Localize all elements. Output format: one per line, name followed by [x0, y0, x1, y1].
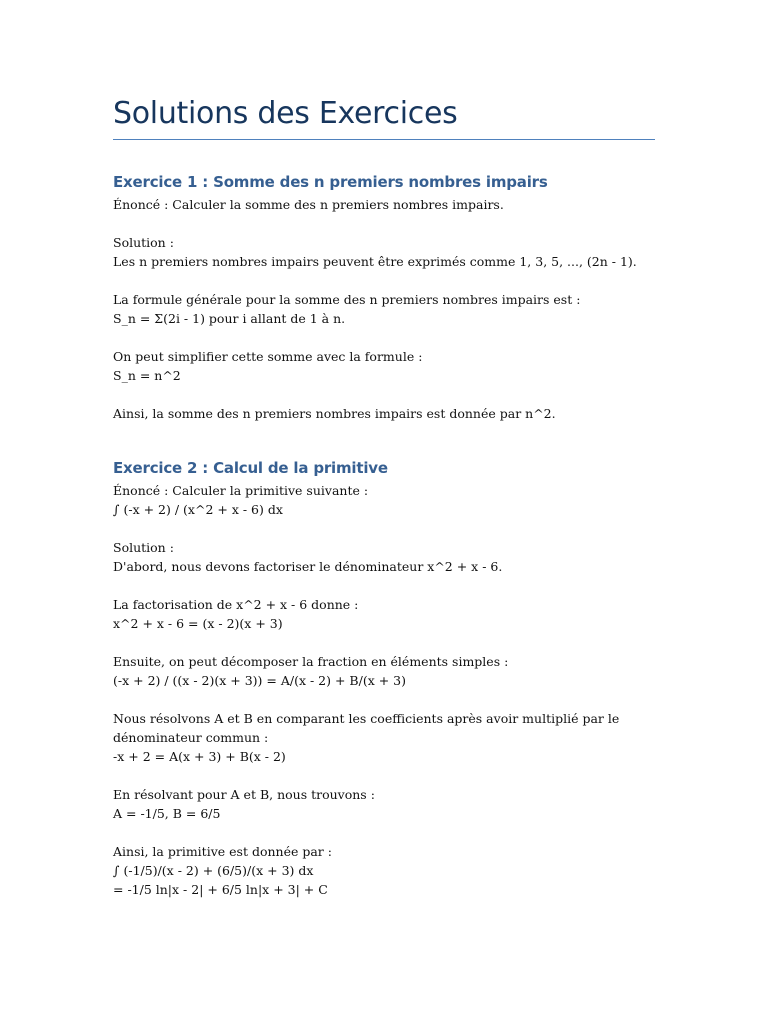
blank-line [113, 271, 655, 290]
exercise-2-body [113, 481, 655, 899]
text-line: -x + 2 = A(x + 3) + B(x - 2) [113, 749, 286, 764]
text-line: Ainsi, la primitive est donnée par : [113, 844, 332, 859]
blank-line [113, 385, 655, 404]
exercise-1-section [113, 171, 655, 423]
text-line: La formule générale pour la somme des n premiers nombres impairs est : [113, 292, 581, 307]
text-line: Solution : [113, 235, 174, 250]
text-line: La factorisation de x^2 + x - 6 donne : [113, 597, 359, 612]
document-title: Solutions des Exercices [113, 96, 458, 131]
text-line: Les n premiers nombres impairs peuvent être exprimés comme 1, 3, 5, ..., (2n - 1). [113, 254, 637, 269]
text-line: Énoncé : Calculer la primitive suivante : [113, 483, 369, 498]
text-line: S_n = Σ(2i - 1) pour i allant de 1 à n. [113, 311, 346, 326]
exercise-1-heading: Exercice 1 : Somme des n premiers nombres impairs [113, 173, 548, 191]
blank-line [113, 766, 655, 785]
text-line: Énoncé : Calculer la somme des n premiers nombres impairs. [113, 197, 504, 212]
exercise-2-section [113, 457, 655, 899]
text-line: Solution : [113, 540, 174, 555]
text-line: S_n = n^2 [113, 368, 181, 383]
exercise-1-body [113, 195, 655, 423]
text-line: dénominateur commun : [113, 730, 269, 745]
text-line: x^2 + x - 6 = (x - 2)(x + 3) [113, 616, 283, 631]
blank-line [113, 633, 655, 652]
title-underline [113, 139, 655, 140]
text-line: Ensuite, on peut décomposer la fraction en éléments simples : [113, 654, 509, 669]
blank-line [113, 214, 655, 233]
text-line: Nous résolvons A et B en comparant les coefficients après avoir multiplié par le [113, 711, 620, 726]
blank-line [113, 328, 655, 347]
text-line: = -1/5 ln|x - 2| + 6/5 ln|x + 3| + C [113, 882, 328, 897]
blank-line [113, 690, 655, 709]
text-line: D'abord, nous devons factoriser le dénominateur x^2 + x - 6. [113, 559, 503, 574]
text-line: ∫ (-x + 2) / (x^2 + x - 6) dx [113, 502, 283, 517]
blank-line [113, 519, 655, 538]
text-line: On peut simplifier cette somme avec la formule : [113, 349, 423, 364]
text-line: En résolvant pour A et B, nous trouvons : [113, 787, 375, 802]
blank-line [113, 576, 655, 595]
text-line: ∫ (-1/5)/(x - 2) + (6/5)/(x + 3) dx [113, 863, 314, 878]
blank-line [113, 823, 655, 842]
exercise-2-heading: Exercice 2 : Calcul de la primitive [113, 459, 388, 477]
text-line: (-x + 2) / ((x - 2)(x + 3)) = A/(x - 2) + B/(x + 3) [113, 673, 406, 688]
text-line: A = -1/5, B = 6/5 [113, 806, 221, 821]
text-line: Ainsi, la somme des n premiers nombres impairs est donnée par n^2. [113, 406, 556, 421]
